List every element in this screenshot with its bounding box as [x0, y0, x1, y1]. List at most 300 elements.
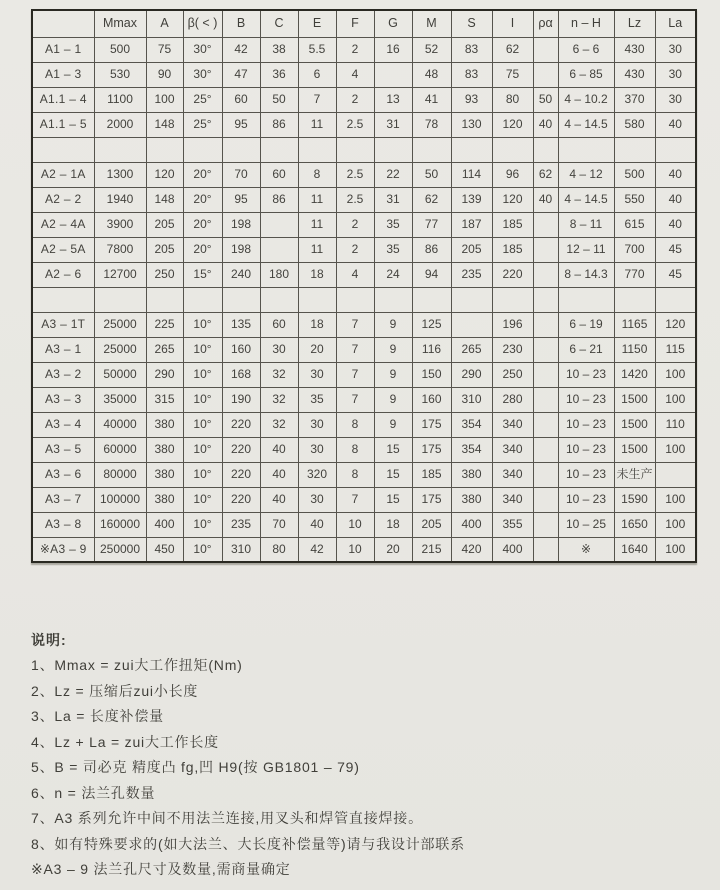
column-header-la: La [655, 10, 696, 37]
spec-cell [533, 312, 558, 337]
spec-cell: 180 [260, 262, 298, 287]
spec-cell: 20° [183, 162, 222, 187]
spec-cell: 1420 [614, 362, 655, 387]
spec-cell [533, 37, 558, 62]
spec-cell [614, 137, 655, 162]
spec-cell: 380 [451, 462, 492, 487]
spec-cell: 420 [451, 537, 492, 562]
spec-cell [533, 262, 558, 287]
spec-cell: 40 [655, 112, 696, 137]
spec-cell: 120 [146, 162, 183, 187]
spec-cell: 125 [412, 312, 451, 337]
spec-cell: 250 [492, 362, 533, 387]
spec-cell: 100 [655, 387, 696, 412]
spec-cell: 80000 [94, 462, 146, 487]
spec-row [32, 537, 696, 562]
spec-cell: 2 [336, 87, 374, 112]
spec-row [32, 462, 696, 487]
spec-row [32, 87, 696, 112]
row-label: A1.1 – 4 [32, 87, 94, 112]
spec-cell: 400 [492, 537, 533, 562]
spec-cell: 100 [655, 487, 696, 512]
spec-cell: 10 [336, 537, 374, 562]
spec-cell: 40 [298, 512, 336, 537]
spec-cell: 60000 [94, 437, 146, 462]
spec-cell: 35 [298, 387, 336, 412]
spec-cell: 6 – 6 [558, 37, 614, 62]
spec-cell: 280 [492, 387, 533, 412]
row-label [32, 137, 94, 162]
spec-cell [222, 287, 260, 312]
spec-cell: 10° [183, 387, 222, 412]
spec-cell: 94 [412, 262, 451, 287]
spec-cell: 41 [412, 87, 451, 112]
spec-cell: 4 [336, 262, 374, 287]
note-line: 4、Lz + La = zui大工作长度 [31, 733, 219, 750]
spec-cell [374, 62, 412, 87]
spec-cell: 185 [492, 237, 533, 262]
spec-cell: 12 – 11 [558, 237, 614, 262]
spec-cell: 62 [533, 162, 558, 187]
spec-cell: 15 [374, 487, 412, 512]
spec-row [32, 162, 696, 187]
column-header-i: I [492, 10, 533, 37]
spec-cell: 22 [374, 162, 412, 187]
spec-cell [533, 537, 558, 562]
spec-cell [260, 287, 298, 312]
spec-cell: 38 [260, 37, 298, 62]
spec-cell: 18 [374, 512, 412, 537]
spec-cell: 135 [222, 312, 260, 337]
spec-cell: 11 [298, 187, 336, 212]
spec-cell: 100 [146, 87, 183, 112]
spec-cell: 32 [260, 387, 298, 412]
spec-cell: 4 – 10.2 [558, 87, 614, 112]
column-header-lz: Lz [614, 10, 655, 37]
spec-cell: 220 [222, 487, 260, 512]
spec-cell: 450 [146, 537, 183, 562]
spec-cell [558, 137, 614, 162]
row-label: A3 – 8 [32, 512, 94, 537]
separator-row [32, 287, 696, 312]
spec-cell: 120 [655, 312, 696, 337]
spec-cell: 20° [183, 212, 222, 237]
spec-cell [533, 462, 558, 487]
spec-cell: 30 [655, 87, 696, 112]
spec-cell: 7 [298, 87, 336, 112]
spec-cell: 205 [146, 212, 183, 237]
spec-table [31, 9, 697, 563]
spec-cell [655, 137, 696, 162]
row-label: A2 – 1A [32, 162, 94, 187]
spec-cell: 8 [336, 462, 374, 487]
spec-cell: 8 – 11 [558, 212, 614, 237]
spec-cell: 235 [222, 512, 260, 537]
spec-cell: 340 [492, 437, 533, 462]
spec-cell: 196 [492, 312, 533, 337]
spec-cell: 2.5 [336, 187, 374, 212]
spec-cell: 700 [614, 237, 655, 262]
spec-cell: 9 [374, 337, 412, 362]
spec-cell: 116 [412, 337, 451, 362]
spec-cell: 35000 [94, 387, 146, 412]
spec-cell: 20° [183, 237, 222, 262]
spec-cell: 8 [336, 437, 374, 462]
spec-cell: 18 [298, 312, 336, 337]
spec-cell: 95 [222, 112, 260, 137]
spec-row [32, 112, 696, 137]
spec-cell: 95 [222, 187, 260, 212]
spec-cell: 400 [146, 512, 183, 537]
spec-cell: 354 [451, 412, 492, 437]
spec-cell [655, 287, 696, 312]
spec-cell: 10 – 23 [558, 487, 614, 512]
spec-cell [451, 137, 492, 162]
spec-cell: 2 [336, 37, 374, 62]
spec-cell: 175 [412, 437, 451, 462]
row-label: A2 – 4A [32, 212, 94, 237]
spec-cell: 380 [146, 487, 183, 512]
spec-cell: 20 [374, 537, 412, 562]
spec-cell: 1590 [614, 487, 655, 512]
spec-cell: 430 [614, 62, 655, 87]
spec-cell [533, 337, 558, 362]
spec-cell: 550 [614, 187, 655, 212]
column-header-col12: ρα [533, 10, 558, 37]
spec-cell: 220 [222, 412, 260, 437]
spec-cell [260, 237, 298, 262]
spec-row [32, 437, 696, 462]
spec-row [32, 487, 696, 512]
spec-row [32, 237, 696, 262]
spec-cell: 4 – 12 [558, 162, 614, 187]
spec-cell: 30° [183, 62, 222, 87]
spec-cell [533, 437, 558, 462]
column-header-s: S [451, 10, 492, 37]
spec-cell [412, 137, 451, 162]
spec-row [32, 337, 696, 362]
spec-cell: 2000 [94, 112, 146, 137]
spec-cell: 190 [222, 387, 260, 412]
spec-row [32, 262, 696, 287]
spec-cell: 7800 [94, 237, 146, 262]
spec-row [32, 387, 696, 412]
spec-cell: 未生产 [614, 462, 655, 487]
spec-cell: 10 – 23 [558, 462, 614, 487]
spec-cell: 80 [492, 87, 533, 112]
spec-cell: 220 [222, 437, 260, 462]
note-line: 6、n = 法兰孔数量 [31, 784, 156, 801]
spec-cell: 32 [260, 362, 298, 387]
spec-cell [655, 462, 696, 487]
spec-cell: ※ [558, 537, 614, 562]
spec-cell: 30 [298, 487, 336, 512]
spec-cell: 6 – 19 [558, 312, 614, 337]
spec-cell: 70 [260, 512, 298, 537]
spec-cell: 290 [146, 362, 183, 387]
spec-cell: 198 [222, 237, 260, 262]
spec-cell: 25000 [94, 312, 146, 337]
spec-cell: 7 [336, 337, 374, 362]
spec-cell: 580 [614, 112, 655, 137]
spec-cell: 615 [614, 212, 655, 237]
spec-cell: 168 [222, 362, 260, 387]
spec-cell: 40 [260, 437, 298, 462]
spec-cell [94, 287, 146, 312]
spec-cell: 185 [492, 212, 533, 237]
spec-cell: 220 [222, 462, 260, 487]
row-label: A1.1 – 5 [32, 112, 94, 137]
row-label: ※A3 – 9 [32, 537, 94, 562]
spec-cell: 370 [614, 87, 655, 112]
spec-cell: 198 [222, 212, 260, 237]
row-label: A3 – 5 [32, 437, 94, 462]
spec-cell: 120 [492, 187, 533, 212]
spec-cell: 10° [183, 337, 222, 362]
spec-cell: 86 [260, 112, 298, 137]
spec-row [32, 312, 696, 337]
spec-cell: 160000 [94, 512, 146, 537]
spec-cell: 185 [412, 462, 451, 487]
spec-cell: 16 [374, 37, 412, 62]
spec-cell [260, 137, 298, 162]
row-label: A2 – 6 [32, 262, 94, 287]
spec-cell: 25° [183, 112, 222, 137]
spec-cell: 40 [655, 162, 696, 187]
spec-cell [336, 137, 374, 162]
spec-cell: 8 [336, 412, 374, 437]
spec-cell [298, 287, 336, 312]
spec-cell: 25° [183, 87, 222, 112]
spec-cell: 11 [298, 237, 336, 262]
spec-cell [336, 287, 374, 312]
spec-cell: 9 [374, 362, 412, 387]
spec-cell: 30 [298, 362, 336, 387]
spec-cell [533, 137, 558, 162]
spec-cell: 30 [298, 437, 336, 462]
spec-cell: 315 [146, 387, 183, 412]
spec-cell: 60 [260, 162, 298, 187]
spec-cell: 1650 [614, 512, 655, 537]
spec-cell: 310 [451, 387, 492, 412]
row-label: A3 – 1T [32, 312, 94, 337]
spec-cell: 60 [260, 312, 298, 337]
column-header-m: M [412, 10, 451, 37]
spec-cell: 100000 [94, 487, 146, 512]
spec-cell: 6 [298, 62, 336, 87]
spec-cell [374, 137, 412, 162]
spec-cell: 10 [336, 512, 374, 537]
spec-cell: 40 [533, 112, 558, 137]
spec-cell: 30° [183, 37, 222, 62]
spec-cell: 250 [146, 262, 183, 287]
spec-cell: 36 [260, 62, 298, 87]
spec-cell: 42 [222, 37, 260, 62]
spec-cell [374, 287, 412, 312]
column-header-col0 [32, 10, 94, 37]
notes-list [31, 653, 691, 883]
spec-cell: 380 [451, 487, 492, 512]
spec-cell: 310 [222, 537, 260, 562]
spec-table-header-row [32, 10, 696, 37]
spec-cell: 30 [655, 37, 696, 62]
row-label: A3 – 7 [32, 487, 94, 512]
row-label: A3 – 2 [32, 362, 94, 387]
spec-cell: 10° [183, 512, 222, 537]
note-line: 7、A3 系列允许中间不用法兰连接,用叉头和焊管直接焊接。 [31, 810, 423, 826]
spec-cell [533, 62, 558, 87]
column-header-mmax: Mmax [94, 10, 146, 37]
spec-cell: 10 – 23 [558, 412, 614, 437]
spec-cell: 10 – 23 [558, 362, 614, 387]
spec-cell: 45 [655, 262, 696, 287]
spec-cell: 80 [260, 537, 298, 562]
spec-cell: 340 [492, 462, 533, 487]
spec-cell: 4 – 14.5 [558, 112, 614, 137]
spec-cell [146, 287, 183, 312]
spec-cell: 2 [336, 237, 374, 262]
spec-cell: 31 [374, 112, 412, 137]
spec-cell: 1500 [614, 412, 655, 437]
spec-cell: 7 [336, 387, 374, 412]
spec-cell: 250000 [94, 537, 146, 562]
spec-cell [533, 287, 558, 312]
spec-cell: 4 [336, 62, 374, 87]
spec-cell: 35 [374, 237, 412, 262]
spec-cell: 500 [614, 162, 655, 187]
row-label: A1 – 3 [32, 62, 94, 87]
spec-cell: 215 [412, 537, 451, 562]
spec-cell: 354 [451, 437, 492, 462]
spec-cell [533, 487, 558, 512]
spec-cell [222, 137, 260, 162]
spec-cell: 50 [533, 87, 558, 112]
spec-table-body [32, 37, 696, 562]
spec-cell: 380 [146, 462, 183, 487]
spec-cell: 60 [222, 87, 260, 112]
spec-cell: 70 [222, 162, 260, 187]
spec-cell: 380 [146, 437, 183, 462]
spec-cell: 340 [492, 487, 533, 512]
spec-cell: 10° [183, 537, 222, 562]
spec-cell: 530 [94, 62, 146, 87]
spec-cell: 1500 [614, 437, 655, 462]
spec-row [32, 212, 696, 237]
spec-cell: 18 [298, 262, 336, 287]
spec-cell: 3900 [94, 212, 146, 237]
spec-cell: 2.5 [336, 162, 374, 187]
spec-cell [298, 137, 336, 162]
spec-cell: 160 [222, 337, 260, 362]
spec-cell: 10° [183, 412, 222, 437]
spec-cell [558, 287, 614, 312]
spec-cell: 75 [146, 37, 183, 62]
spec-row [32, 187, 696, 212]
spec-cell: 110 [655, 412, 696, 437]
spec-cell: 139 [451, 187, 492, 212]
spec-cell: 430 [614, 37, 655, 62]
spec-cell [533, 512, 558, 537]
spec-cell: 9 [374, 312, 412, 337]
spec-cell: 35 [374, 212, 412, 237]
spec-cell: 40 [533, 187, 558, 212]
spec-row [32, 512, 696, 537]
spec-cell: 40 [655, 187, 696, 212]
spec-cell [183, 287, 222, 312]
note-line: 2、Lz = 压缩后zui小长度 [31, 682, 199, 699]
spec-cell: 5.5 [298, 37, 336, 62]
spec-cell: 10° [183, 437, 222, 462]
spec-cell: 175 [412, 412, 451, 437]
spec-cell: 9 [374, 387, 412, 412]
spec-cell: 50000 [94, 362, 146, 387]
spec-cell [533, 362, 558, 387]
spec-cell: 115 [655, 337, 696, 362]
spec-cell [533, 387, 558, 412]
spec-cell: 48 [412, 62, 451, 87]
spec-cell: 175 [412, 487, 451, 512]
spec-cell: 220 [492, 262, 533, 287]
spec-cell: 42 [298, 537, 336, 562]
spec-cell: 45 [655, 237, 696, 262]
spec-cell: 6 – 85 [558, 62, 614, 87]
spec-cell [533, 212, 558, 237]
column-header-g: G [374, 10, 412, 37]
spec-cell: 62 [492, 37, 533, 62]
row-label: A2 – 2 [32, 187, 94, 212]
spec-cell: 1940 [94, 187, 146, 212]
column-header-col3: β( < ) [183, 10, 222, 37]
spec-cell: 78 [412, 112, 451, 137]
spec-cell: 148 [146, 187, 183, 212]
spec-cell: 205 [146, 237, 183, 262]
spec-cell: 770 [614, 262, 655, 287]
spec-cell: 160 [412, 387, 451, 412]
spec-cell: 15 [374, 437, 412, 462]
spec-cell: 10 – 23 [558, 437, 614, 462]
spec-cell: 86 [260, 187, 298, 212]
spec-cell: 100 [655, 537, 696, 562]
spec-cell: 52 [412, 37, 451, 62]
spec-cell: 15° [183, 262, 222, 287]
spec-cell: 4 – 14.5 [558, 187, 614, 212]
spec-cell: 40 [655, 212, 696, 237]
spec-cell: 114 [451, 162, 492, 187]
spec-cell [183, 137, 222, 162]
spec-row [32, 412, 696, 437]
notes-section [31, 627, 691, 883]
column-header-nh: n – H [558, 10, 614, 37]
spec-cell: 83 [451, 62, 492, 87]
spec-cell: 120 [492, 112, 533, 137]
spec-cell: 32 [260, 412, 298, 437]
spec-cell: 235 [451, 262, 492, 287]
spec-cell: 13 [374, 87, 412, 112]
spec-cell [614, 287, 655, 312]
spec-cell: 75 [492, 62, 533, 87]
spec-cell: 62 [412, 187, 451, 212]
spec-cell: 130 [451, 112, 492, 137]
spec-cell: 1165 [614, 312, 655, 337]
spec-cell: 11 [298, 112, 336, 137]
spec-cell: 7 [336, 487, 374, 512]
spec-cell: 8 – 14.3 [558, 262, 614, 287]
spec-cell: 1100 [94, 87, 146, 112]
spec-cell: 30 [260, 337, 298, 362]
spec-row [32, 62, 696, 87]
column-header-e: E [298, 10, 336, 37]
spec-cell: 96 [492, 162, 533, 187]
